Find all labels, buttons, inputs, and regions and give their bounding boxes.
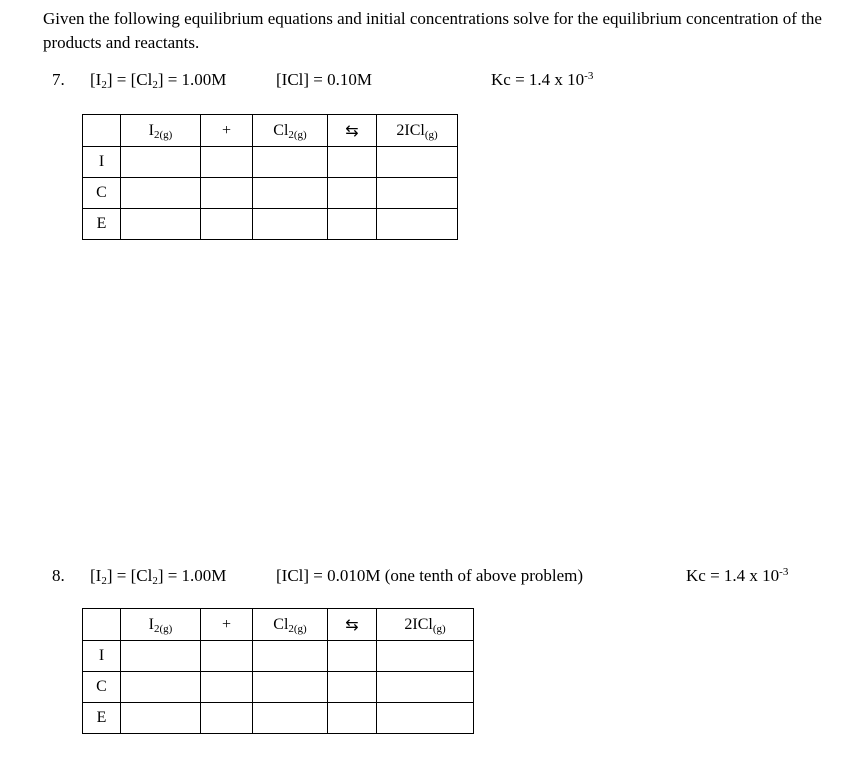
ice-cell[interactable] <box>328 672 377 703</box>
ice-cell[interactable] <box>253 209 328 240</box>
problem-7-kc: Kc = 1.4 x $10^{-3}$ <box>491 70 594 89</box>
ice-cell[interactable] <box>121 641 201 672</box>
ice-cell[interactable] <box>121 672 201 703</box>
problem-8-initial-icl: [ICl] = 0.010M (one tenth of above problem) <box>276 566 584 585</box>
ice-cell[interactable] <box>328 703 377 734</box>
ice-cell[interactable] <box>377 672 474 703</box>
ice-cell[interactable] <box>201 672 253 703</box>
ice-cell[interactable] <box>377 147 458 178</box>
ice-cell[interactable] <box>377 178 458 209</box>
ice-cell[interactable] <box>253 703 328 734</box>
problem-7-initial-i2-cl2: $[I_2] = [Cl_2] = 1.00M$ <box>90 70 227 91</box>
ice-cell[interactable] <box>201 209 253 240</box>
ice-cell[interactable] <box>253 672 328 703</box>
ice-header-plus: + <box>201 609 253 641</box>
ice-cell[interactable] <box>253 641 328 672</box>
ice-row-label-equilibrium: E <box>83 209 121 240</box>
ice-row-label-change: C <box>83 672 121 703</box>
ice-cell[interactable] <box>328 209 377 240</box>
ice-cell[interactable] <box>201 178 253 209</box>
table-row <box>83 115 458 147</box>
ice-cell[interactable] <box>121 147 201 178</box>
ice-header-2icl: 2ICl$_{(g)}$ <box>377 115 458 147</box>
ice-cell[interactable] <box>328 641 377 672</box>
ice-cell[interactable] <box>253 147 328 178</box>
equilibrium-arrow-icon: ⇆ <box>328 115 377 147</box>
ice-cell[interactable] <box>377 209 458 240</box>
ice-cell[interactable] <box>377 703 474 734</box>
ice-row-label-equilibrium: E <box>83 703 121 734</box>
ice-header-2icl: 2ICl$_{(g)}$ <box>377 609 474 641</box>
ice-row-label-initial: I <box>83 147 121 178</box>
ice-cell[interactable] <box>121 178 201 209</box>
table-row <box>83 703 474 734</box>
ice-cell[interactable] <box>377 641 474 672</box>
ice-cell[interactable] <box>253 178 328 209</box>
problem-7-ice-table <box>82 114 458 240</box>
table-row <box>83 641 474 672</box>
equilibrium-arrow-icon: ⇆ <box>328 609 377 641</box>
instructions: Given the following equilibrium equations and initial concentrations solve for the equilibrium concentration of the products and reactants. <box>43 9 822 52</box>
ice-row-label-initial: I <box>83 641 121 672</box>
ice-cell[interactable] <box>201 641 253 672</box>
problem-8-initial-i2-cl2: $[I_2] = [Cl_2] = 1.00M$ <box>90 566 227 587</box>
problem-8-kc: Kc = 1.4 x $10^{-3}$ <box>686 566 789 585</box>
ice-cell[interactable] <box>201 703 253 734</box>
table-row <box>83 209 458 240</box>
ice-cell[interactable] <box>121 209 201 240</box>
table-row <box>83 178 458 209</box>
table-row <box>83 672 474 703</box>
ice-header-blank <box>83 609 121 641</box>
ice-header-cl2: $Cl_{2(g)}$ <box>253 115 328 147</box>
table-row <box>83 147 458 178</box>
problem-8-number: 8. <box>52 566 65 585</box>
ice-cell[interactable] <box>328 178 377 209</box>
ice-cell[interactable] <box>328 147 377 178</box>
ice-header-i2: $I_{2(g)}$ <box>121 609 201 641</box>
ice-header-blank <box>83 115 121 147</box>
ice-row-label-change: C <box>83 178 121 209</box>
ice-header-plus: + <box>201 115 253 147</box>
table-row <box>83 609 474 641</box>
problem-7-number: 7. <box>52 70 65 89</box>
ice-cell[interactable] <box>201 147 253 178</box>
problem-7-initial-icl: [ICl] = 0.10M <box>276 70 372 89</box>
ice-cell[interactable] <box>121 703 201 734</box>
ice-header-i2: $I_{2(g)}$ <box>121 115 201 147</box>
problem-8-ice-table <box>82 608 474 734</box>
ice-header-cl2: $Cl_{2(g)}$ <box>253 609 328 641</box>
